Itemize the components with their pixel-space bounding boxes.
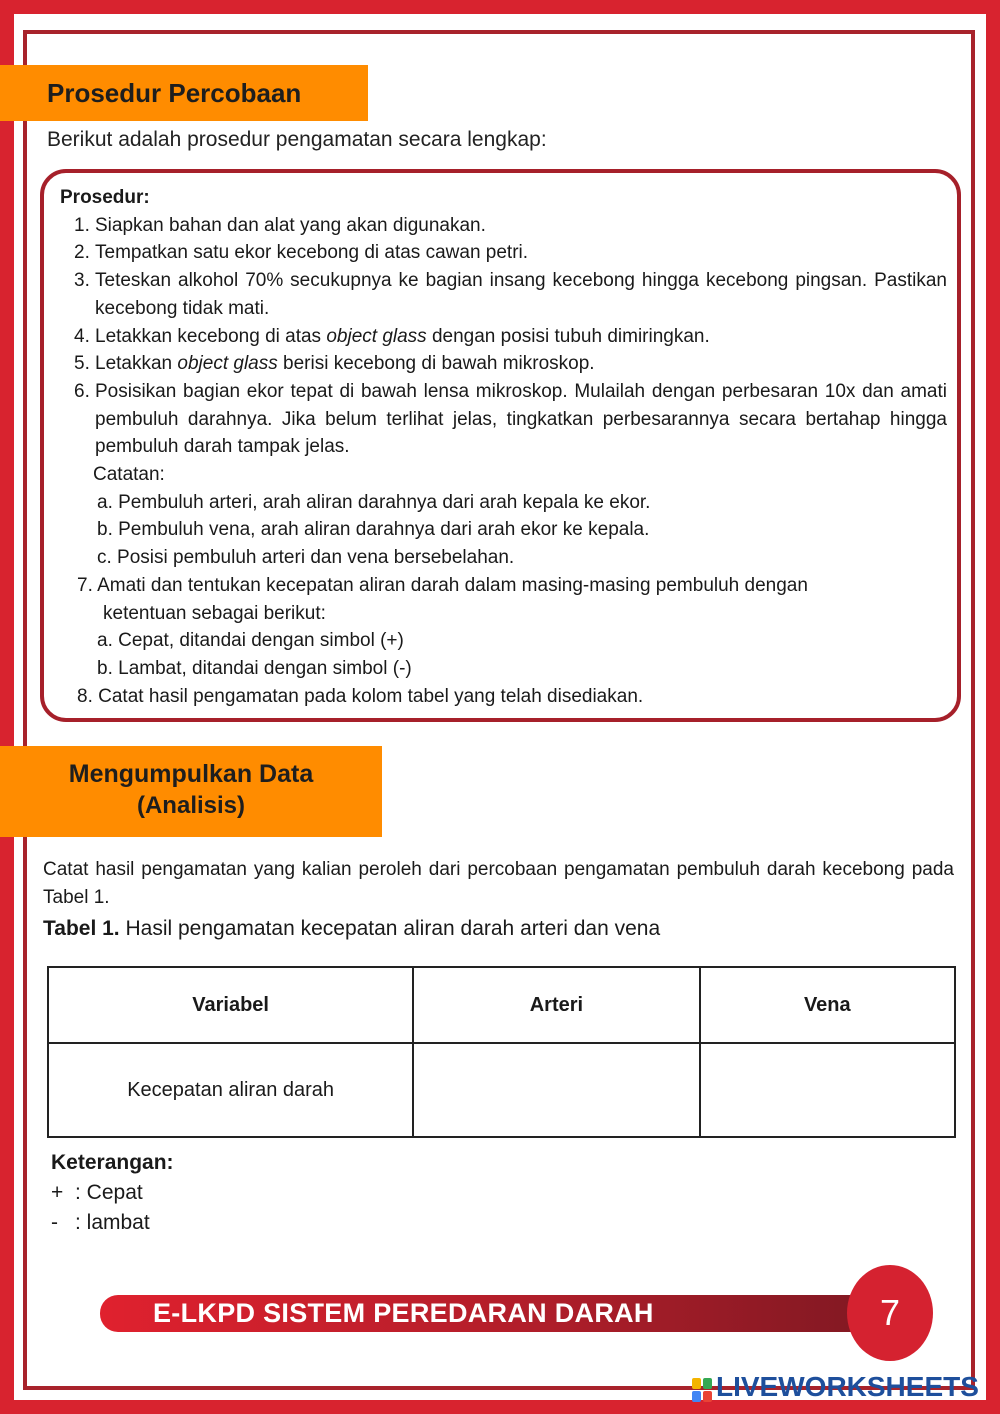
procedure-step: 2. Tempatkan satu ekor kecebong di atas cawan petri. [74,242,529,264]
procedure-box [40,169,961,722]
procedure-step: 4. Letakkan kecebong di atas object glass dengan posisi tubuh dimiringkan. [74,325,710,347]
section-title-mengumpulkan-data [0,746,382,837]
procedure-step: 3. Teteskan alkohol 70% secukupnya ke bagian insang kecebong hingga kecebong pingsan. Pastikan kecebong tidak mati. [74,270,947,319]
procedure-sub-item: b. Lambat, ditandai dengan simbol (-) [97,657,412,679]
table-cell-vena-input[interactable] [700,1043,955,1137]
data-intro-text: Catat hasil pengamatan yang kalian peroleh dari percobaan pengamatan pembuluh darah kecebong pada Tabel 1. [43,859,954,908]
procedure-intro-text: Berikut adalah prosedur pengamatan secara lengkap: [47,128,547,151]
liveworksheets-logo-icon [692,1378,712,1402]
procedure-step-continuation: ketentuan sebagai berikut: [103,602,326,624]
table-header-variabel: Variabel [48,967,413,1043]
procedure-sub-item: a. Cepat, ditandai dengan simbol (+) [97,630,404,652]
legend [51,1148,174,1238]
procedure-step: 1. Siapkan bahan dan alat yang akan digunakan. [74,214,486,236]
table-header-vena: Vena [700,967,955,1043]
procedure-step: 6. Posisikan bagian ekor tepat di bawah lensa mikroskop. Mulailah dengan perbesaran 10x dan amati pembuluh darahnya. Jika belum terlihat jelas, tingkatkan perbesarannya secara bertahap hingga pembuluh darah tampak jelas. [74,380,947,458]
procedure-step: 5. Letakkan object glass berisi kecebong di bawah mikroskop. [74,353,595,375]
table-header-arteri: Arteri [413,967,699,1043]
liveworksheets-watermark[interactable]: LIVEWORKSHEETS [716,1371,979,1402]
procedure-note-item: a. Pembuluh arteri, arah aliran darahnya dari arah kepala ke ekor. [97,491,651,513]
table-cell-arteri-input[interactable] [413,1043,699,1137]
table-header-row [48,967,955,1043]
legend-row: + : Cepat [51,1181,143,1204]
procedure-step: 7. Amati dan tentukan kecepatan aliran darah dalam masing-masing pembuluh dengan [77,574,808,596]
procedure-note-heading: Catatan: [93,464,165,486]
section-title-prosedur: Prosedur Percobaan [0,65,368,121]
page-number-badge: 7 [847,1265,933,1361]
table-cell-variabel: Kecepatan aliran darah [48,1043,413,1137]
section-title-line1: Mengumpulkan Data [68,760,314,788]
table-caption-text: Hasil pengamatan kecepatan aliran darah arteri dan vena [119,917,661,940]
footer-title-bar: E-LKPD SISTEM PEREDARAN DARAH [100,1295,890,1332]
table-row [48,1043,955,1137]
legend-title: Keterangan: [51,1151,174,1174]
legend-row: - : lambat [51,1211,150,1234]
section-title-line2: (Analisis) [136,792,246,819]
procedure-note-item: b. Pembuluh vena, arah aliran darahnya dari arah ekor ke kepala. [97,519,650,541]
procedure-steps-list [60,212,947,461]
table-caption [43,917,660,941]
procedure-title: Prosedur: [60,187,150,208]
results-table [47,966,956,1138]
procedure-note-item: c. Posisi pembuluh arteri dan vena bersebelahan. [97,547,515,569]
procedure-step: 8. Catat hasil pengamatan pada kolom tabel yang telah disediakan. [77,685,644,707]
table-caption-label: Tabel 1. [43,917,120,940]
